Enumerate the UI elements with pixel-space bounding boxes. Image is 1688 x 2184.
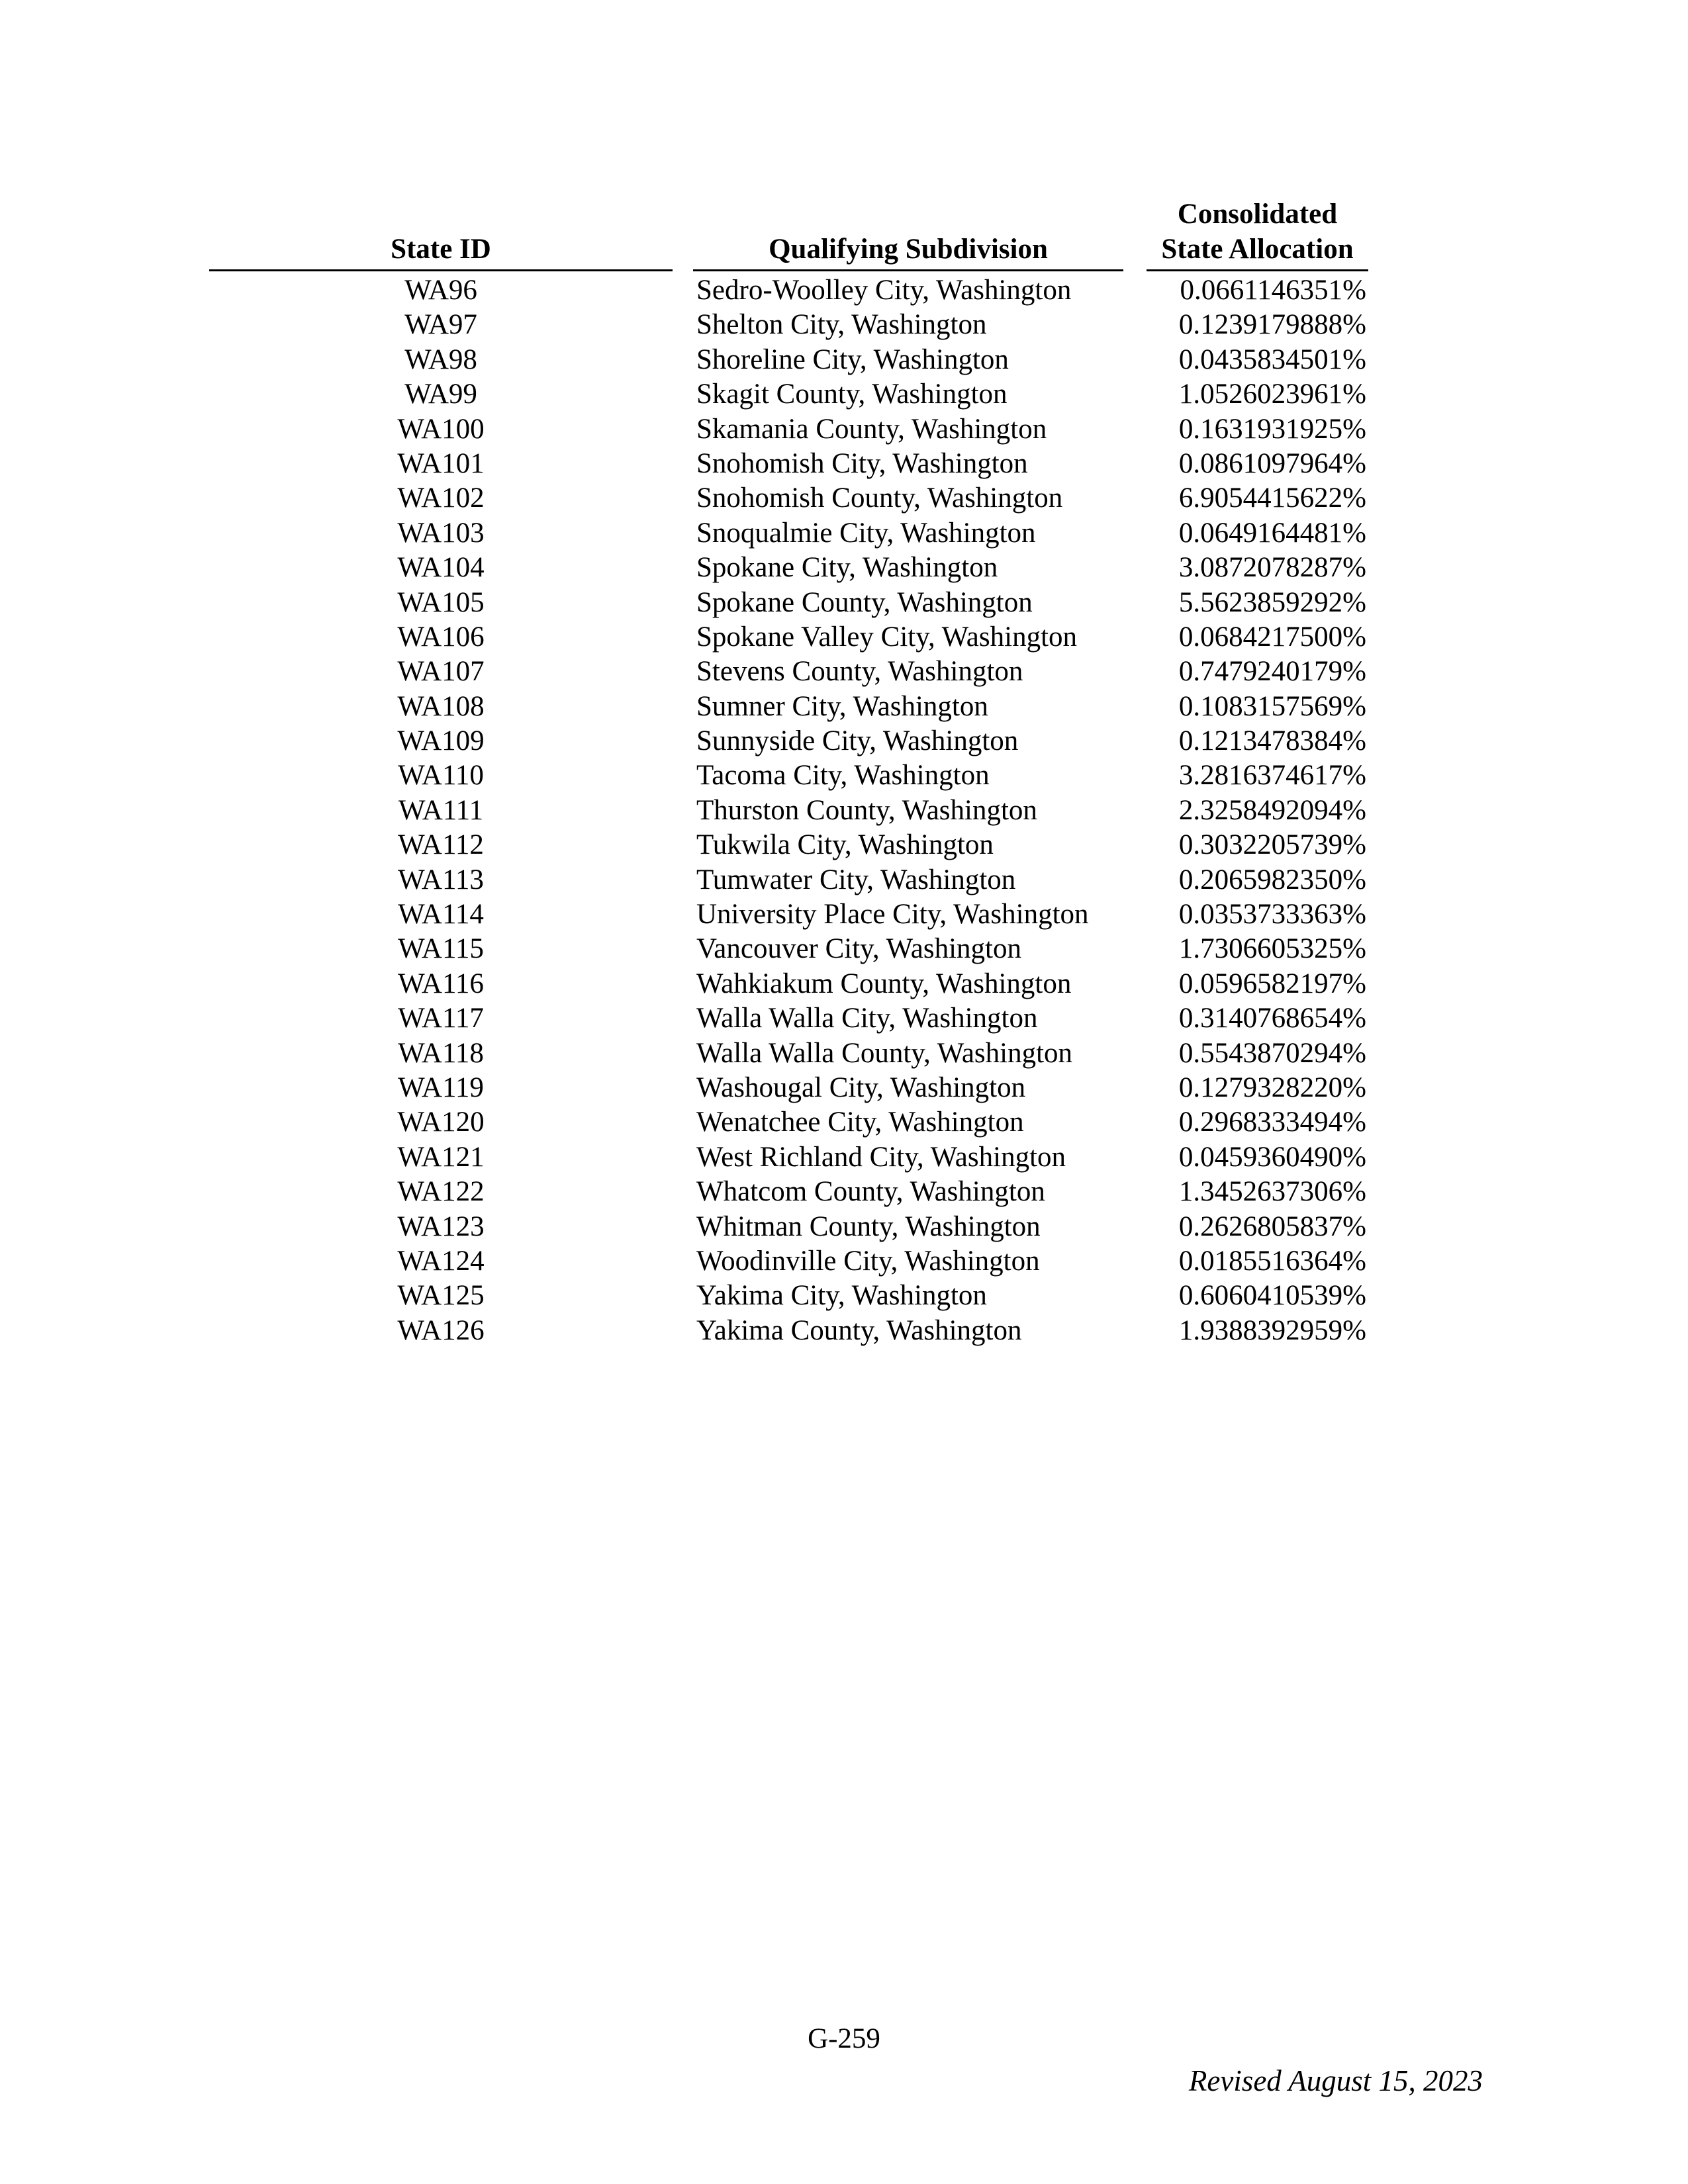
table-row	[0, 1140, 1688, 1175]
table-row	[0, 1314, 1688, 1348]
subdivision-cell: Vancouver City, Washington	[696, 933, 1021, 965]
allocation-cell: 0.0435834501%	[1178, 343, 1366, 375]
state-id-cell: WA124	[397, 1245, 485, 1277]
table-row	[0, 586, 1688, 620]
allocation-cell: 0.0661146351%	[1180, 275, 1366, 306]
state-id-cell: WA115	[398, 933, 484, 965]
subdivision-cell: Skamania County, Washington	[696, 413, 1047, 445]
revised-date: Revised August 15, 2023	[1188, 2064, 1483, 2097]
allocation-cell: 0.1213478384%	[1178, 725, 1366, 757]
state-id-cell: WA118	[398, 1037, 484, 1069]
table-row	[0, 794, 1688, 828]
subdivision-cell: Shelton City, Washington	[696, 309, 987, 341]
table-row	[0, 1279, 1688, 1313]
allocation-cell: 0.1631931925%	[1178, 413, 1366, 445]
allocation-cell: 1.9388392959%	[1178, 1314, 1366, 1346]
state-id-cell: WA117	[398, 1003, 484, 1034]
table-row	[0, 343, 1688, 377]
subdivision-cell: Skagit County, Washington	[696, 379, 1008, 410]
allocation-cell: 0.0353733363%	[1178, 899, 1366, 931]
state-id-cell: WA122	[397, 1176, 485, 1208]
table-row	[0, 1071, 1688, 1105]
subdivision-cell: Thurston County, Washington	[696, 794, 1037, 826]
state-id-cell: WA105	[397, 586, 485, 618]
subdivision-cell: Snohomish County, Washington	[696, 482, 1063, 514]
subdivision-cell: Yakima City, Washington	[696, 1280, 987, 1312]
table-row	[0, 828, 1688, 862]
subdivision-cell: Snohomish City, Washington	[696, 447, 1028, 479]
state-id-cell: WA101	[397, 447, 485, 479]
allocation-cell: 6.9054415622%	[1178, 482, 1366, 514]
table-row	[0, 447, 1688, 481]
subdivision-cell: Walla Walla City, Washington	[696, 1003, 1038, 1034]
subdivision-cell: Spokane Valley City, Washington	[696, 621, 1078, 653]
table-row	[0, 1036, 1688, 1071]
subdivision-cell: Walla Walla County, Washington	[696, 1037, 1073, 1069]
allocation-cell: 0.2626805837%	[1178, 1210, 1366, 1242]
allocation-header-line1: Consolidated	[1177, 199, 1338, 230]
table-row	[0, 1001, 1688, 1036]
table-row	[0, 481, 1688, 516]
state-id-cell: WA121	[397, 1141, 485, 1173]
qualifying-subdivision-header: Qualifying Subdivision	[769, 234, 1048, 265]
state-id-cell: WA108	[397, 690, 485, 722]
state-id-cell: WA103	[397, 517, 485, 549]
subdivision-cell: Sumner City, Washington	[696, 690, 988, 722]
state-id-header-rule	[209, 269, 673, 271]
subdivision-cell: Washougal City, Washington	[696, 1071, 1026, 1103]
subdivision-header-rule	[693, 269, 1123, 271]
table-row	[0, 1210, 1688, 1244]
allocation-cell: 0.7479240179%	[1178, 656, 1366, 688]
allocation-cell: 1.0526023961%	[1178, 379, 1366, 410]
page-number: G-259	[808, 2023, 880, 2054]
subdivision-cell: Whitman County, Washington	[696, 1210, 1041, 1242]
allocation-cell: 1.7306605325%	[1178, 933, 1366, 965]
state-id-header: State ID	[391, 234, 491, 265]
subdivision-cell: University Place City, Washington	[696, 899, 1089, 931]
state-id-cell: WA113	[398, 864, 484, 895]
allocation-cell: 0.0459360490%	[1178, 1141, 1366, 1173]
subdivision-cell: Spokane County, Washington	[696, 586, 1033, 618]
subdivision-cell: Tumwater City, Washington	[696, 864, 1016, 895]
allocation-header-rule	[1147, 269, 1368, 271]
table-row	[0, 1105, 1688, 1140]
table-row	[0, 516, 1688, 551]
allocation-cell: 3.2816374617%	[1178, 760, 1366, 792]
table-row	[0, 863, 1688, 897]
table-row	[0, 758, 1688, 793]
state-id-cell: WA123	[397, 1210, 485, 1242]
state-id-cell: WA125	[397, 1280, 485, 1312]
allocation-cell: 0.1239179888%	[1178, 309, 1366, 341]
allocation-cell: 0.1083157569%	[1178, 690, 1366, 722]
subdivision-cell: Sedro-Woolley City, Washington	[696, 275, 1072, 306]
state-id-cell: WA107	[397, 656, 485, 688]
subdivision-cell: West Richland City, Washington	[696, 1141, 1066, 1173]
subdivision-cell: Spokane City, Washington	[696, 552, 998, 584]
subdivision-cell: Tacoma City, Washington	[696, 760, 990, 792]
allocation-cell: 0.2968333494%	[1178, 1107, 1366, 1138]
allocation-cell: 0.6060410539%	[1178, 1280, 1366, 1312]
state-id-cell: WA98	[404, 343, 477, 375]
subdivision-cell: Shoreline City, Washington	[696, 343, 1009, 375]
subdivision-cell: Sunnyside City, Washington	[696, 725, 1019, 757]
allocation-cell: 3.0872078287%	[1178, 552, 1366, 584]
allocation-table-body	[0, 273, 1688, 1348]
subdivision-cell: Yakima County, Washington	[696, 1314, 1022, 1346]
state-id-cell: WA112	[398, 829, 484, 861]
allocation-cell: 1.3452637306%	[1178, 1176, 1366, 1208]
state-id-cell: WA104	[397, 552, 485, 584]
allocation-cell: 0.1279328220%	[1178, 1071, 1366, 1103]
allocation-header-line2: State Allocation	[1161, 234, 1354, 265]
allocation-cell: 2.3258492094%	[1178, 794, 1366, 826]
state-id-cell: WA102	[397, 482, 485, 514]
allocation-cell: 0.5543870294%	[1178, 1037, 1366, 1069]
state-id-cell: WA97	[404, 309, 477, 341]
state-id-cell: WA114	[398, 899, 484, 931]
table-row	[0, 620, 1688, 655]
subdivision-cell: Whatcom County, Washington	[696, 1176, 1045, 1208]
allocation-cell: 0.3140768654%	[1178, 1003, 1366, 1034]
state-id-cell: WA120	[397, 1107, 485, 1138]
table-row	[0, 1175, 1688, 1209]
state-id-cell: WA119	[398, 1071, 484, 1103]
subdivision-cell: Wenatchee City, Washington	[696, 1107, 1024, 1138]
table-row	[0, 897, 1688, 932]
subdivision-cell: Stevens County, Washington	[696, 656, 1023, 688]
table-row	[0, 308, 1688, 342]
state-id-cell: WA100	[397, 413, 485, 445]
table-row	[0, 655, 1688, 689]
subdivision-cell: Wahkiakum County, Washington	[696, 968, 1072, 999]
table-row	[0, 551, 1688, 585]
allocation-cell: 0.0185516364%	[1178, 1245, 1366, 1277]
allocation-cell: 0.0861097964%	[1178, 447, 1366, 479]
state-id-cell: WA126	[397, 1314, 485, 1346]
table-row	[0, 967, 1688, 1001]
state-id-cell: WA99	[404, 379, 477, 410]
subdivision-cell: Woodinville City, Washington	[696, 1245, 1040, 1277]
subdivision-cell: Tukwila City, Washington	[696, 829, 994, 861]
allocation-cell: 0.0596582197%	[1178, 968, 1366, 999]
state-id-cell: WA106	[397, 621, 485, 653]
allocation-cell: 0.2065982350%	[1178, 864, 1366, 895]
table-row	[0, 1244, 1688, 1279]
table-row	[0, 932, 1688, 966]
state-id-cell: WA110	[398, 760, 484, 792]
allocation-cell: 5.5623859292%	[1178, 586, 1366, 618]
state-id-cell: WA109	[397, 725, 485, 757]
allocation-cell: 0.0649164481%	[1178, 517, 1366, 549]
state-id-cell: WA96	[404, 275, 477, 306]
table-row	[0, 377, 1688, 412]
state-id-cell: WA116	[398, 968, 484, 999]
table-row	[0, 724, 1688, 758]
table-row	[0, 412, 1688, 447]
table-row	[0, 273, 1688, 308]
table-row	[0, 690, 1688, 724]
state-id-cell: WA111	[398, 794, 484, 826]
allocation-cell: 0.0684217500%	[1178, 621, 1366, 653]
subdivision-cell: Snoqualmie City, Washington	[696, 517, 1036, 549]
allocation-cell: 0.3032205739%	[1178, 829, 1366, 861]
